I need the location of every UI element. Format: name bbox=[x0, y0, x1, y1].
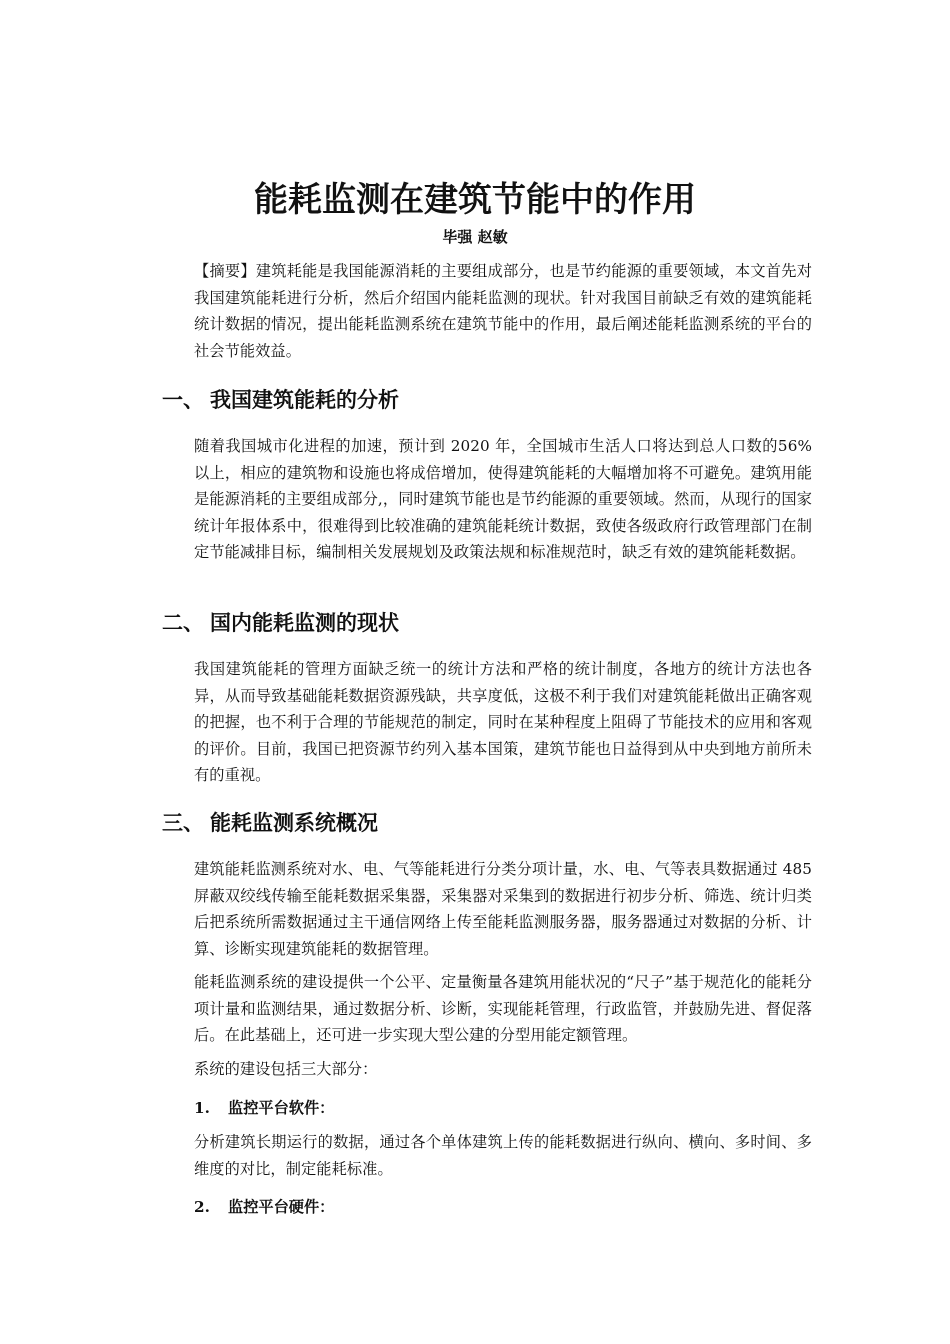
section-3-paragraph-3: 系统的建设包括三大部分： bbox=[194, 1060, 378, 1078]
list-number: 2. bbox=[194, 1198, 210, 1216]
abstract: 【摘要】建筑耗能是我国能源消耗的主要组成部分，也是节约能源的重要领域，本文首先对我国建筑能耗进行分析，然后介绍国内能耗监测的现状。针对我国目前缺乏有效的建筑能耗统计数据的情况，提出能耗监测系统在建筑节能中的作用，最后阐述能耗监测系统的平台的社会节能效益。 bbox=[194, 262, 812, 360]
section-title: 国内能耗监测的现状 bbox=[210, 611, 399, 635]
section-1-paragraph-1: 随着我国城市化进程的加速，预计到 2020 年，全国城市生活人口将达到总人口数的56%以上，相应的建筑物和设施也将成倍增加，使得建筑能耗的大幅增加将不可避免。建筑用能是能源消耗的主要组成部分,，同时建筑节能也是节约能源的重要领域。然而，从现行的国家统计年报体系中，很难得到比较准确的建筑能耗统计数据，致使各级政府行政管理部门在制定节能减排目标，编制相关发展规划及政策法规和标准规范时，缺乏有效的建筑能耗数据。 bbox=[194, 437, 812, 562]
list-item-1-text: 分析建筑长期运行的数据，通过各个单体建筑上传的能耗数据进行纵向、横向、多时间、多维度的对比，制定能耗标准。 bbox=[194, 1133, 812, 1178]
section-3-paragraph-1: 建筑能耗监测系统对水、电、气等能耗进行分类分项计量，水、电、气等表具数据通过 485 屏蔽双绞线传输至能耗数据采集器，采集器对采集到的数据进行初步分析、筛选、统计归类后把系统所需数据通过主干通信网络上传至能耗监测服务器，服务器通过对数据的分析、计算、诊断实现建筑能耗的数据管理。 bbox=[194, 860, 812, 958]
list-label: 监控平台硬件： bbox=[228, 1198, 335, 1216]
section-number: 二、 bbox=[162, 611, 204, 635]
section-3-paragraph-2: 能耗监测系统的建设提供一个公平、定量衡量各建筑用能状况的“尺子”基于规范化的能耗分项计量和监测结果，通过数据分析、诊断，实现能耗管理，行政监管，并鼓励先进、督促落后。在此基础上，还可进一步实现大型公建的分型用能定额管理。 bbox=[194, 973, 812, 1045]
list-item-1-heading bbox=[194, 1097, 334, 1119]
authors: 毕强 赵敏 bbox=[442, 228, 508, 246]
list-item-2-heading bbox=[194, 1196, 334, 1218]
section-heading-1 bbox=[162, 386, 399, 414]
list-label: 监控平台软件： bbox=[228, 1099, 335, 1117]
section-heading-2 bbox=[162, 609, 399, 637]
section-number: 三、 bbox=[162, 811, 204, 835]
section-number: 一、 bbox=[162, 388, 204, 412]
section-heading-3 bbox=[162, 809, 378, 837]
document-title: 能耗监测在建筑节能中的作用 bbox=[254, 180, 696, 220]
section-title: 我国建筑能耗的分析 bbox=[210, 388, 399, 412]
section-title: 能耗监测系统概况 bbox=[210, 811, 378, 835]
list-number: 1. bbox=[194, 1099, 210, 1117]
section-2-paragraph-1: 我国建筑能耗的管理方面缺乏统一的统计方法和严格的统计制度，各地方的统计方法也各异，从而导致基础能耗数据资源残缺，共享度低，这极不利于我们对建筑能耗做出正确客观的把握，也不利于合理的节能规范的制定，同时在某种程度上阻碍了节能技术的应用和客观的评价。目前，我国已把资源节约列入基本国策，建筑节能也日益得到从中央到地方前所未有的重视。 bbox=[194, 660, 812, 785]
